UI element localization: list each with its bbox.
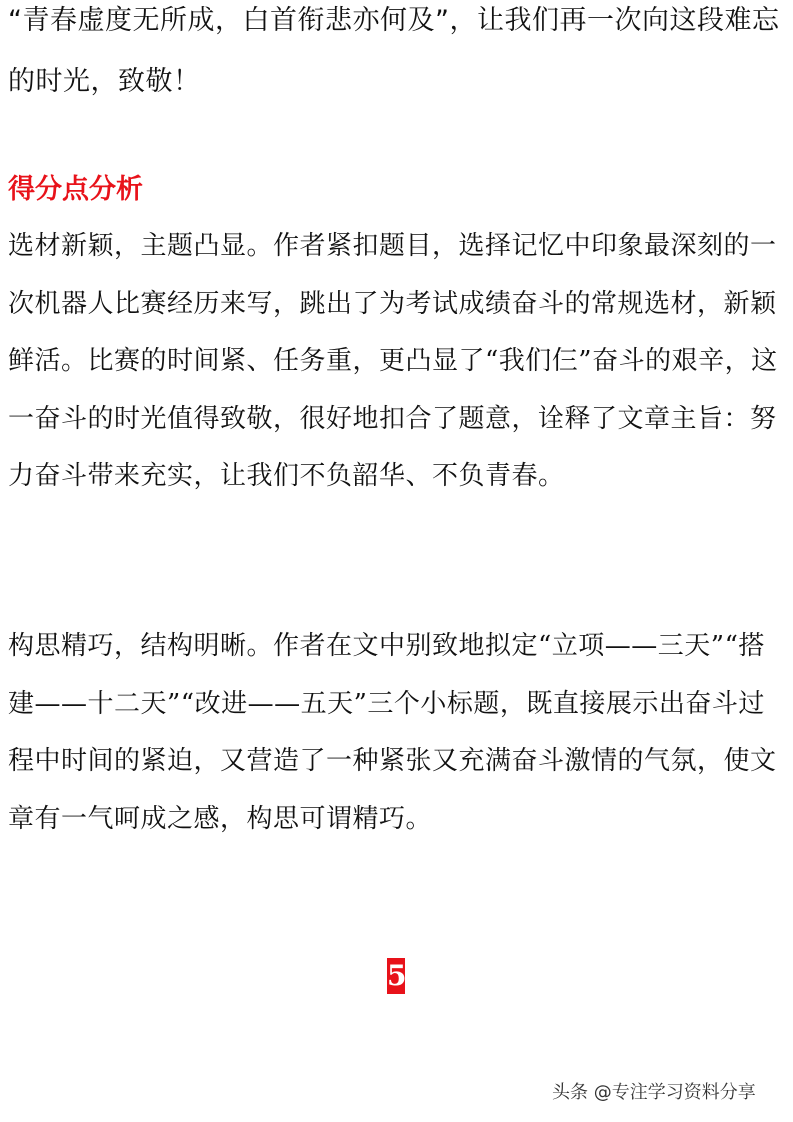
source-watermark: 头条 @专注学习资料分享 [552, 1082, 756, 1103]
analysis-paragraph-topic: 选材新颖，主题凸显。作者紧扣题目，选择记忆中印象最深刻的一次机器人比赛经历来写，跳出了为考试成绩奋斗的常规选材，新颖鲜活。比赛的时间紧、任务重，更凸显了“我们仨”奋斗的艰辛，这一奋斗的时光值得致敬，很好地扣合了题意，诠释了文章主旨：努力奋斗带来充实，让我们不负韶华、不负青春。 [8, 231, 778, 491]
intro-paragraph: “青春虚度无所成，白首衔悲亦何及”，让我们再一次向这段难忘的时光，致敬！ [8, 5, 780, 97]
section-heading: 得分点分析 [8, 174, 143, 205]
page-number-badge: 5 [387, 959, 407, 992]
analysis-paragraph-structure: 构思精巧，结构明晰。作者在文中别致地拟定“立项——三天”“搭建——十二天”“改进——五天”三个小标题，既直接展示出奋斗过程中时间的紧迫，又营造了一种紧张又充满奋斗激情的气氛，使文章有一气呵成之感，构思可谓精巧。 [8, 631, 777, 834]
